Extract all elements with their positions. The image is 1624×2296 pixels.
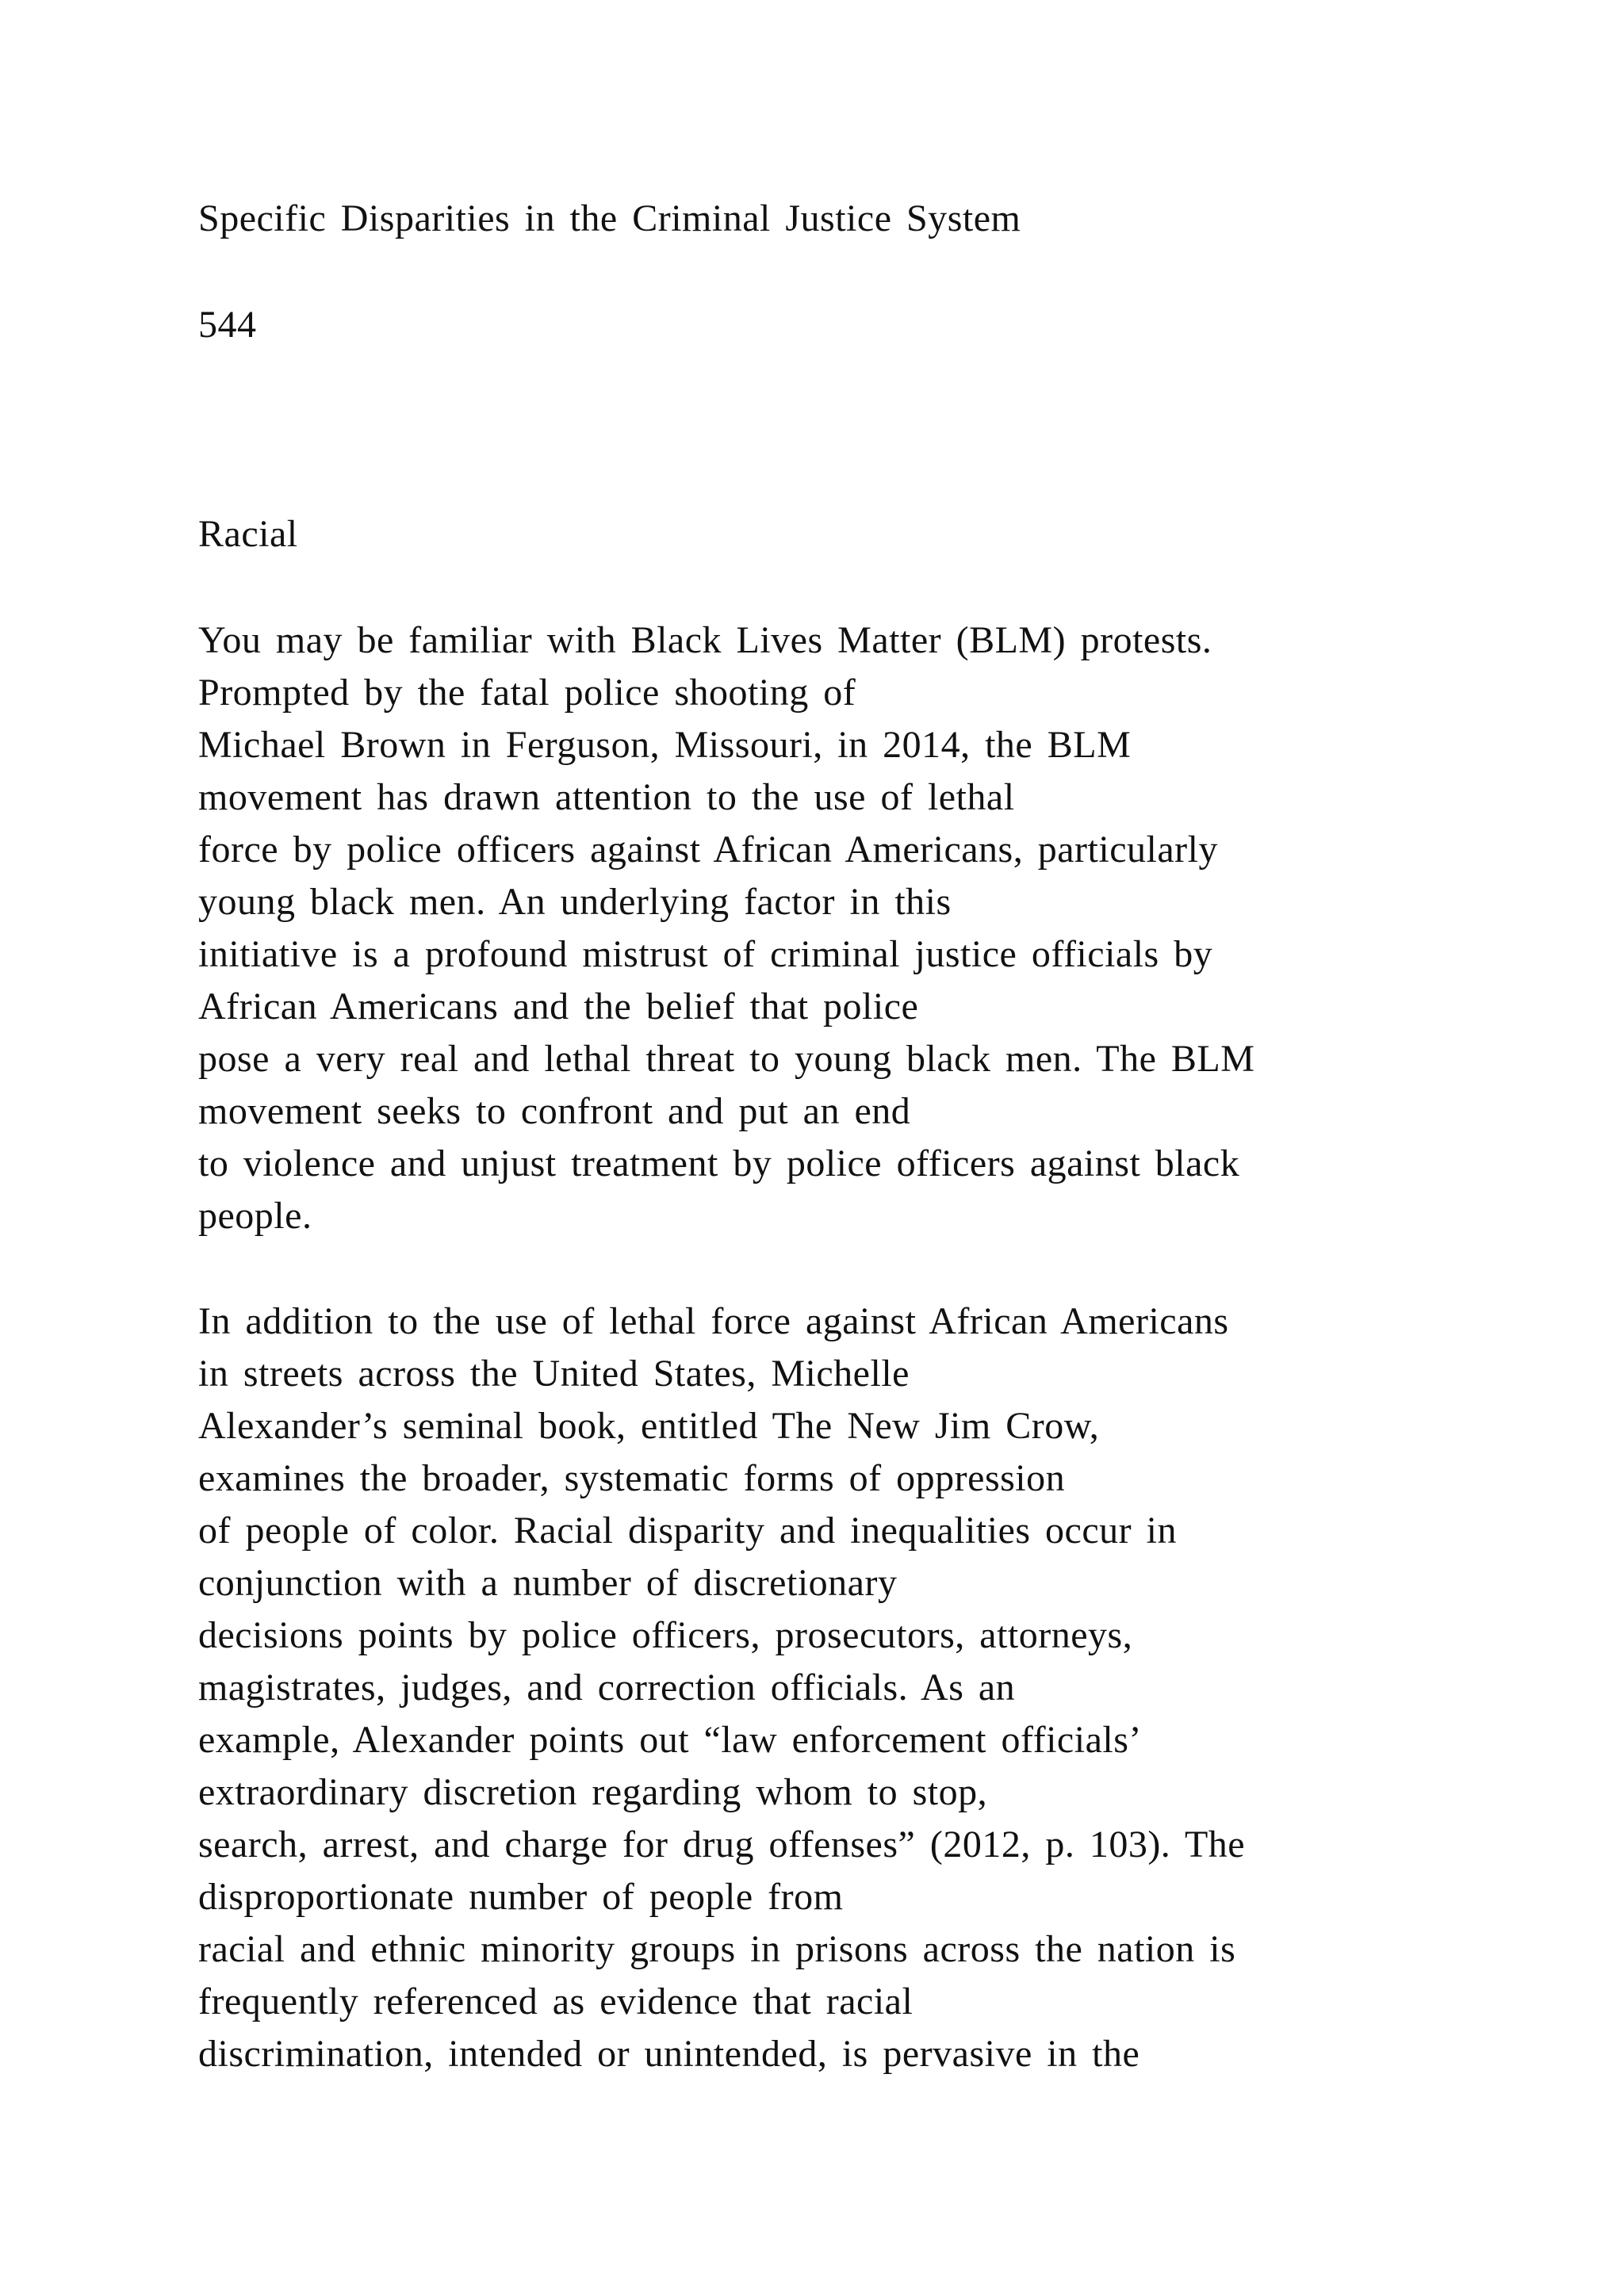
paragraph-line: pose a very real and lethal threat to young black men. The BLM [198,1038,1255,1080]
paragraph-line: magistrates, judges, and correction officials. As an [198,1667,1016,1709]
paragraph-line: examines the broader, systematic forms of oppression [198,1457,1066,1499]
section-heading: Racial [198,513,298,555]
paragraph-line: disproportionate number of people from [198,1876,844,1918]
document-title: Specific Disparities in the Criminal Justice System [198,197,1021,239]
paragraph-line: racial and ethnic minority groups in prisons across the nation is [198,1928,1236,1970]
paragraph-line: Alexander’s seminal book, entitled The New Jim Crow, [198,1405,1100,1447]
paragraph-line: people. [198,1195,312,1237]
paragraph-line: young black men. An underlying factor in this [198,881,952,923]
paragraph-line: movement seeks to confront and put an end [198,1090,911,1132]
paragraph-line: example, Alexander points out “law enforcement officials’ [198,1719,1142,1761]
paragraph-line: You may be familiar with Black Lives Matter (BLM) protests. [198,619,1212,661]
paragraph-line: African Americans and the belief that police [198,985,919,1027]
paragraph-line: in streets across the United States, Michelle [198,1353,910,1395]
paragraph-line: In addition to the use of lethal force against African Americans [198,1300,1229,1342]
paragraph-line: conjunction with a number of discretionary [198,1562,898,1604]
page-number: 544 [198,304,257,346]
paragraph-line: discrimination, intended or unintended, is pervasive in the [198,2033,1140,2075]
paragraph-line: initiative is a profound mistrust of criminal justice officials by [198,933,1213,975]
paragraph-line: force by police officers against African Americans, particularly [198,828,1218,871]
paragraph-line: extraordinary discretion regarding whom to stop, [198,1771,988,1813]
paragraph-line: frequently referenced as evidence that racial [198,1980,914,2022]
paragraph-line: of people of color. Racial disparity and inequalities occur in [198,1510,1177,1552]
paragraph-line: to violence and unjust treatment by police officers against black [198,1142,1240,1184]
paragraph-line: search, arrest, and charge for drug offenses” (2012, p. 103). The [198,1823,1246,1866]
paragraph-line: Prompted by the fatal police shooting of [198,672,856,714]
paragraph-line: Michael Brown in Ferguson, Missouri, in 2014, the BLM [198,724,1132,766]
paragraph-line: decisions points by police officers, prosecutors, attorneys, [198,1614,1133,1656]
paragraph-line: movement has drawn attention to the use of lethal [198,776,1015,818]
